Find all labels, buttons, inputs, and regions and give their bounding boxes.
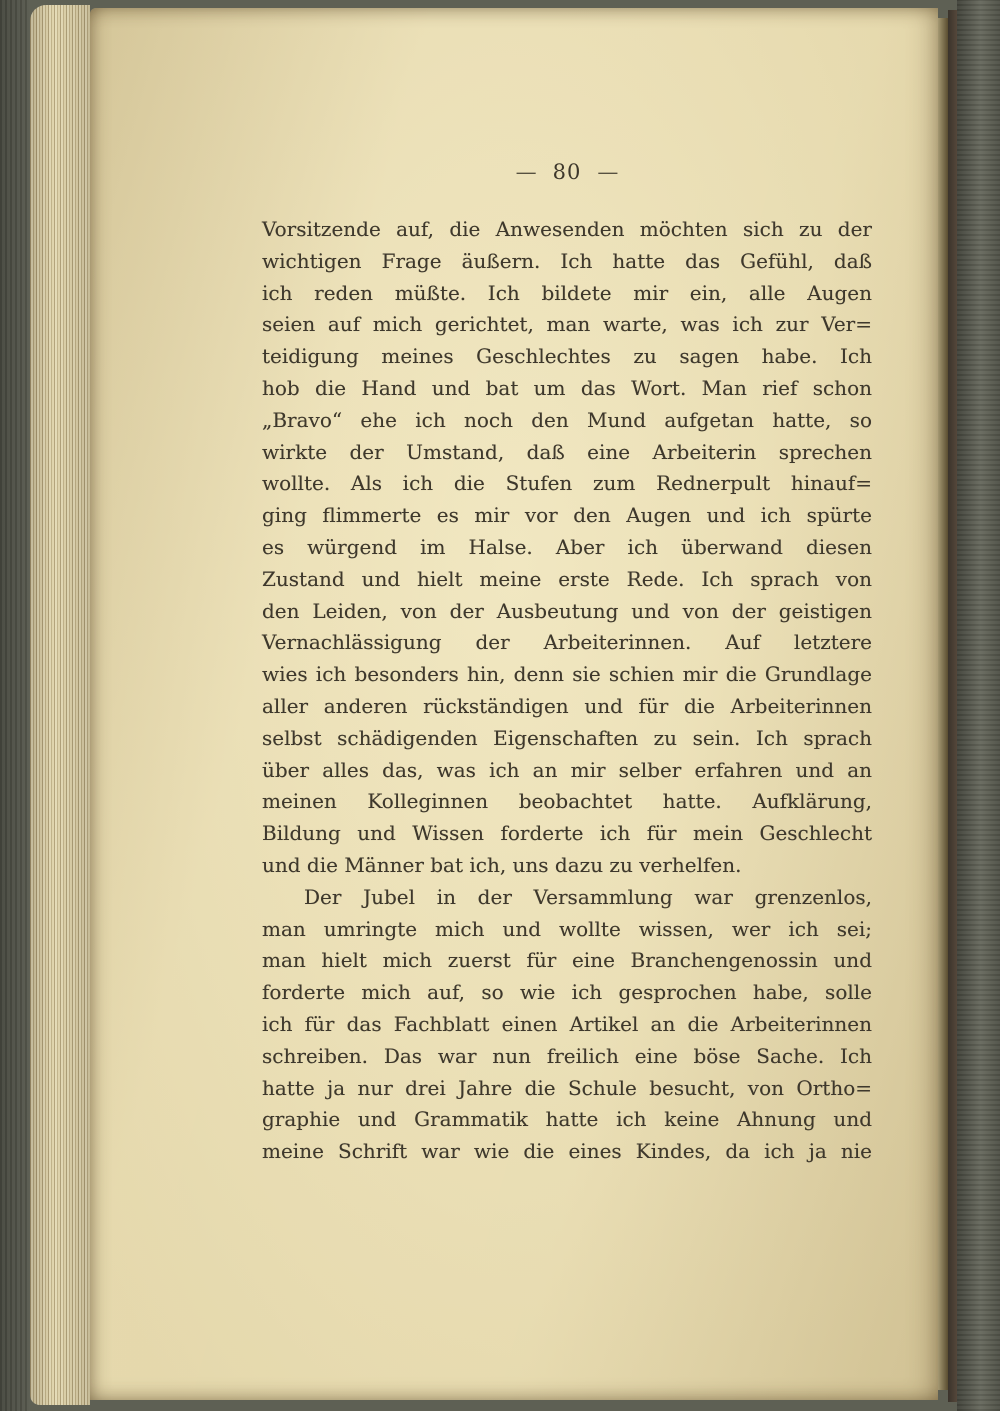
text-line: Bildung und Wissen forderte ich für mein Geschlecht [262, 821, 872, 846]
text-line: schreiben. Das war nun freilich eine böse Sache. Ich [262, 1043, 872, 1068]
text-line: über alles das, was ich an mir selber erfahren und an [262, 757, 872, 782]
text-line: ich reden müßte. Ich bildete mir ein, alle Augen [262, 280, 872, 305]
text-line: graphie und Grammatik hatte ich keine Ahnung und [262, 1107, 872, 1132]
text-line: Vorsitzende auf, die Anwesenden möchten sich zu der [262, 217, 872, 241]
text-line: aller anderen rückständigen und für die Arbeiterinnen [262, 693, 872, 718]
text-line: hatte ja nur drei Jahre die Schule besucht, von Ortho= [262, 1075, 872, 1100]
text-line: forderte mich auf, so wie ich gesprochen habe, solle [262, 980, 872, 1005]
body-text-block [262, 214, 872, 1168]
book-page [90, 8, 938, 1400]
book-cover-right [957, 0, 1000, 1411]
book-board-right [948, 10, 957, 1402]
text-line: ging flimmerte es mir vor den Augen und ich spürte [262, 503, 872, 528]
text-line: man umringte mich und wollte wissen, wer ich sei; [262, 916, 872, 941]
page-block-right-edge [938, 18, 948, 1390]
text-line: wichtigen Frage äußern. Ich hatte das Gefühl, daß [262, 248, 872, 273]
text-line: den Leiden, von der Ausbeutung und von der geistigen [262, 598, 872, 623]
text-line: meine Schrift war wie die eines Kindes, da ich ja nie [262, 1139, 872, 1164]
text-line: wirkte der Umstand, daß eine Arbeiterin sprechen [262, 439, 872, 464]
page-content-area [262, 8, 872, 1400]
header-dash-left: — [515, 160, 537, 184]
book-cover-left [0, 0, 30, 1411]
text-line: „Bravo“ ehe ich noch den Mund aufgetan hatte, so [262, 407, 872, 432]
text-line: man hielt mich zuerst für eine Branchengenossin und [262, 948, 872, 973]
text-line: Vernachlässigung der Arbeiterinnen. Auf letztere [262, 630, 872, 655]
text-line-paragraph-end: und die Männer bat ich, uns dazu zu verhelfen. [262, 852, 742, 877]
text-line: selbst schädigenden Eigenschaften zu sein. Ich sprach [262, 725, 872, 750]
text-line: teidigung meines Geschlechtes zu sagen habe. Ich [262, 344, 872, 369]
text-line-paragraph-start: Der Jubel in der Versammlung war grenzenlos, [304, 884, 872, 909]
text-line: wies ich besonders hin, denn sie schien mir die Grundlage [262, 662, 872, 687]
page-number: 80 [552, 160, 582, 184]
text-line: es würgend im Halse. Aber ich überwand diesen [262, 534, 872, 559]
page-number-header [262, 160, 872, 184]
text-line: seien auf mich gerichtet, man warte, was ich zur Ver= [262, 312, 872, 337]
text-line: Zustand und hielt meine erste Rede. Ich sprach von [262, 566, 872, 591]
text-line: wollte. Als ich die Stufen zum Rednerpult hinauf= [262, 471, 872, 496]
header-dash-right: — [597, 160, 619, 184]
page-edges-stack [30, 5, 90, 1405]
text-line: hob die Hand und bat um das Wort. Man rief schon [262, 375, 872, 400]
text-line: ich für das Fachblatt einen Artikel an die Arbeiterinnen [262, 1011, 872, 1036]
text-line: meinen Kolleginnen beobachtet hatte. Aufklärung, [262, 789, 872, 814]
